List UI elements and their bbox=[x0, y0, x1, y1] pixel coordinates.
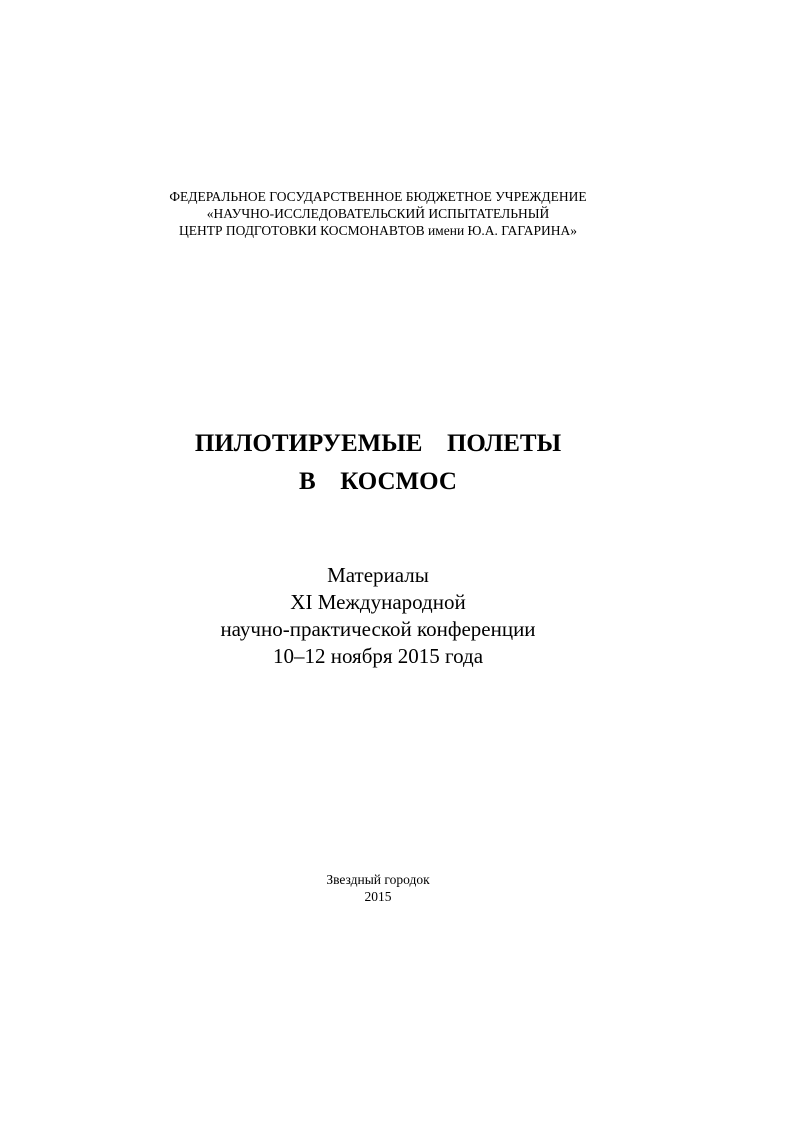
organization-line-2: «НАУЧНО-ИССЛЕДОВАТЕЛЬСКИЙ ИСПЫТАТЕЛЬНЫЙ bbox=[206, 206, 550, 221]
subtitle-line-2: XI Международной bbox=[290, 590, 466, 614]
document-subtitle bbox=[0, 562, 756, 670]
subtitle-line-1: Материалы bbox=[327, 563, 429, 587]
subtitle-line-3: научно-практической конференции bbox=[220, 617, 536, 641]
subtitle-line-4: 10–12 ноября 2015 года bbox=[272, 644, 484, 668]
title-line-1: ПИЛОТИРУЕМЫЕ ПОЛЕТЫ bbox=[194, 430, 562, 457]
imprint-year: 2015 bbox=[364, 889, 392, 904]
organization-header bbox=[0, 188, 756, 239]
document-title bbox=[0, 425, 756, 501]
imprint bbox=[0, 871, 756, 905]
organization-line-3: ЦЕНТР ПОДГОТОВКИ КОСМОНАВТОВ имени Ю.А. ГАГАРИНА» bbox=[179, 223, 577, 238]
organization-line-1: ФЕДЕРАЛЬНОЕ ГОСУДАРСТВЕННОЕ БЮДЖЕТНОЕ УЧРЕЖДЕНИЕ bbox=[169, 189, 587, 204]
imprint-place: Звездный городок bbox=[326, 872, 430, 887]
title-line-2: В КОСМОС bbox=[299, 468, 457, 495]
